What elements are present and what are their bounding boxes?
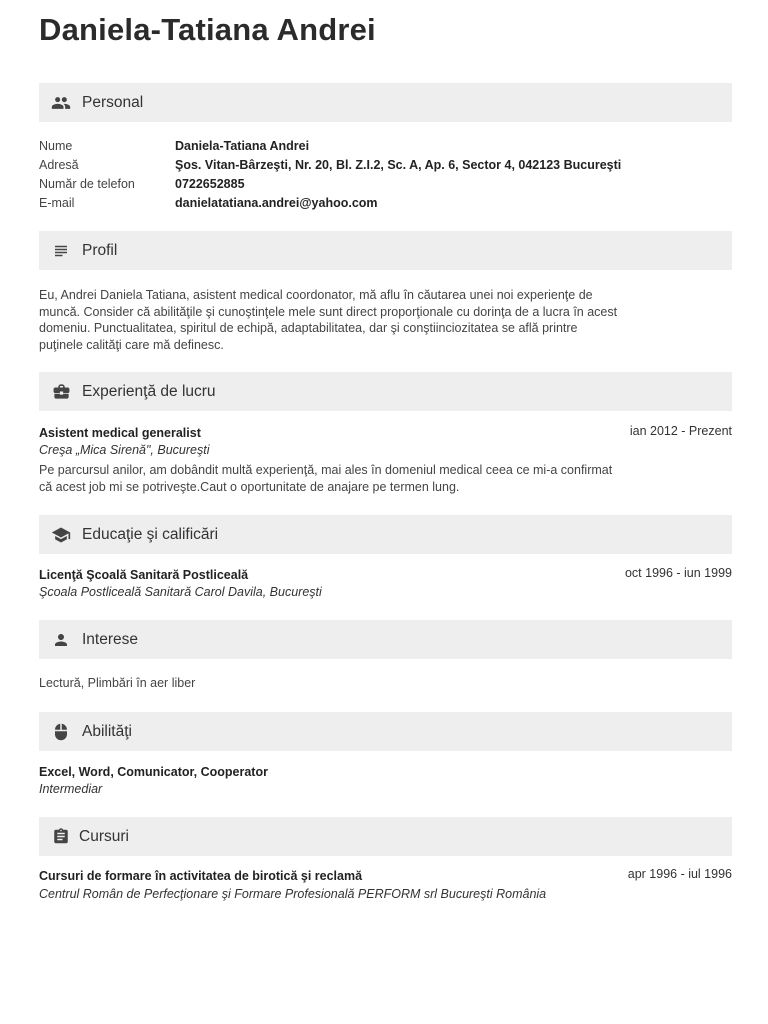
section-title-experience: Experienţă de lucru	[82, 382, 216, 400]
course-provider: Centrul Român de Perfecţionare şi Formare Profesională PERFORM srl Bucureşti România	[39, 887, 547, 901]
job-title: Asistent medical generalist	[39, 426, 201, 440]
section-title-skills: Abilităţi	[82, 722, 132, 740]
field-value: Şos. Vitan-Bârzeşti, Nr. 20, Bl. Z.I.2, Sc. A, Ap. 6, Sector 4, 042123 Bucureşti	[175, 158, 622, 172]
personal-row-email	[39, 195, 732, 214]
education-school: Şcoala Postliceală Sanitară Carol Davila, Bucureşti	[39, 585, 322, 599]
field-label: Adresă	[39, 158, 79, 172]
personal-details	[39, 138, 732, 214]
personal-row-phone	[39, 176, 732, 195]
personal-row-address	[39, 157, 732, 176]
section-header-personal	[39, 83, 732, 122]
interests-text: Lectură, Plimbări în aer liber	[39, 676, 196, 690]
job-description: Pe parcursul anilor, am dobândit multă experienţă, mai ales în domeniul medical ceea ce mi-a confirmat că acest job mi se potriveşte.Caut o oportunitate de anajare pe termen lung.	[39, 463, 613, 494]
section-header-experience	[39, 372, 732, 411]
section-header-interests	[39, 620, 732, 659]
skills-level: Intermediar	[39, 782, 103, 796]
section-header-skills	[39, 712, 732, 751]
person-icon	[51, 630, 71, 650]
course-date: apr 1996 - iul 1996	[627, 867, 732, 881]
mouse-icon	[51, 722, 71, 742]
people-icon	[51, 93, 71, 113]
section-title-interests: Interese	[82, 630, 139, 648]
field-value: Daniela-Tatiana Andrei	[175, 139, 310, 153]
section-header-profile	[39, 231, 732, 270]
skills-list: Excel, Word, Comunicator, Cooperator	[39, 765, 268, 779]
section-header-education	[39, 515, 732, 554]
resume-name: Daniela-Tatiana Andrei	[39, 12, 376, 47]
section-header-courses	[39, 817, 732, 856]
briefcase-icon	[51, 382, 71, 402]
course-title: Cursuri de formare în activitatea de birotică şi reclamă	[39, 869, 363, 883]
education-date: oct 1996 - iun 1999	[624, 566, 732, 580]
field-value: danielatatiana.andrei@yahoo.com	[175, 196, 378, 210]
field-label: Nume	[39, 139, 73, 153]
text-lines-icon	[51, 241, 71, 261]
profile-text: Eu, Andrei Daniela Tatiana, asistent medical coordonator, mă aflu în căutarea unei noi experienţe de muncă. Consider că abilităţile şi cunoştinţele mele sunt direct proporţionale cu dorinţa de a lucra în acest domeniu. Punctualitatea, spiritul de echipă, adaptabilitatea, dar şi conştiinciozitatea se află printre puţinele calităţi care mă definesc.	[39, 288, 618, 352]
section-title-education: Educaţie şi calificări	[82, 525, 219, 543]
section-title-profile: Profil	[82, 241, 118, 259]
section-title-courses: Cursuri	[79, 827, 129, 845]
section-title-personal: Personal	[82, 93, 144, 111]
job-employer: Creşa „Mica Sirenă", Bucureşti	[39, 443, 210, 457]
education-degree: Licenţă Şcoală Sanitară Postliceală	[39, 568, 249, 582]
clipboard-icon	[51, 827, 71, 847]
field-label: E-mail	[39, 196, 75, 210]
field-label: Număr de telefon	[39, 177, 135, 191]
personal-row-name	[39, 138, 732, 157]
graduation-cap-icon	[51, 525, 71, 545]
field-value: 0722652885	[175, 177, 245, 191]
job-date: ian 2012 - Prezent	[629, 424, 732, 438]
